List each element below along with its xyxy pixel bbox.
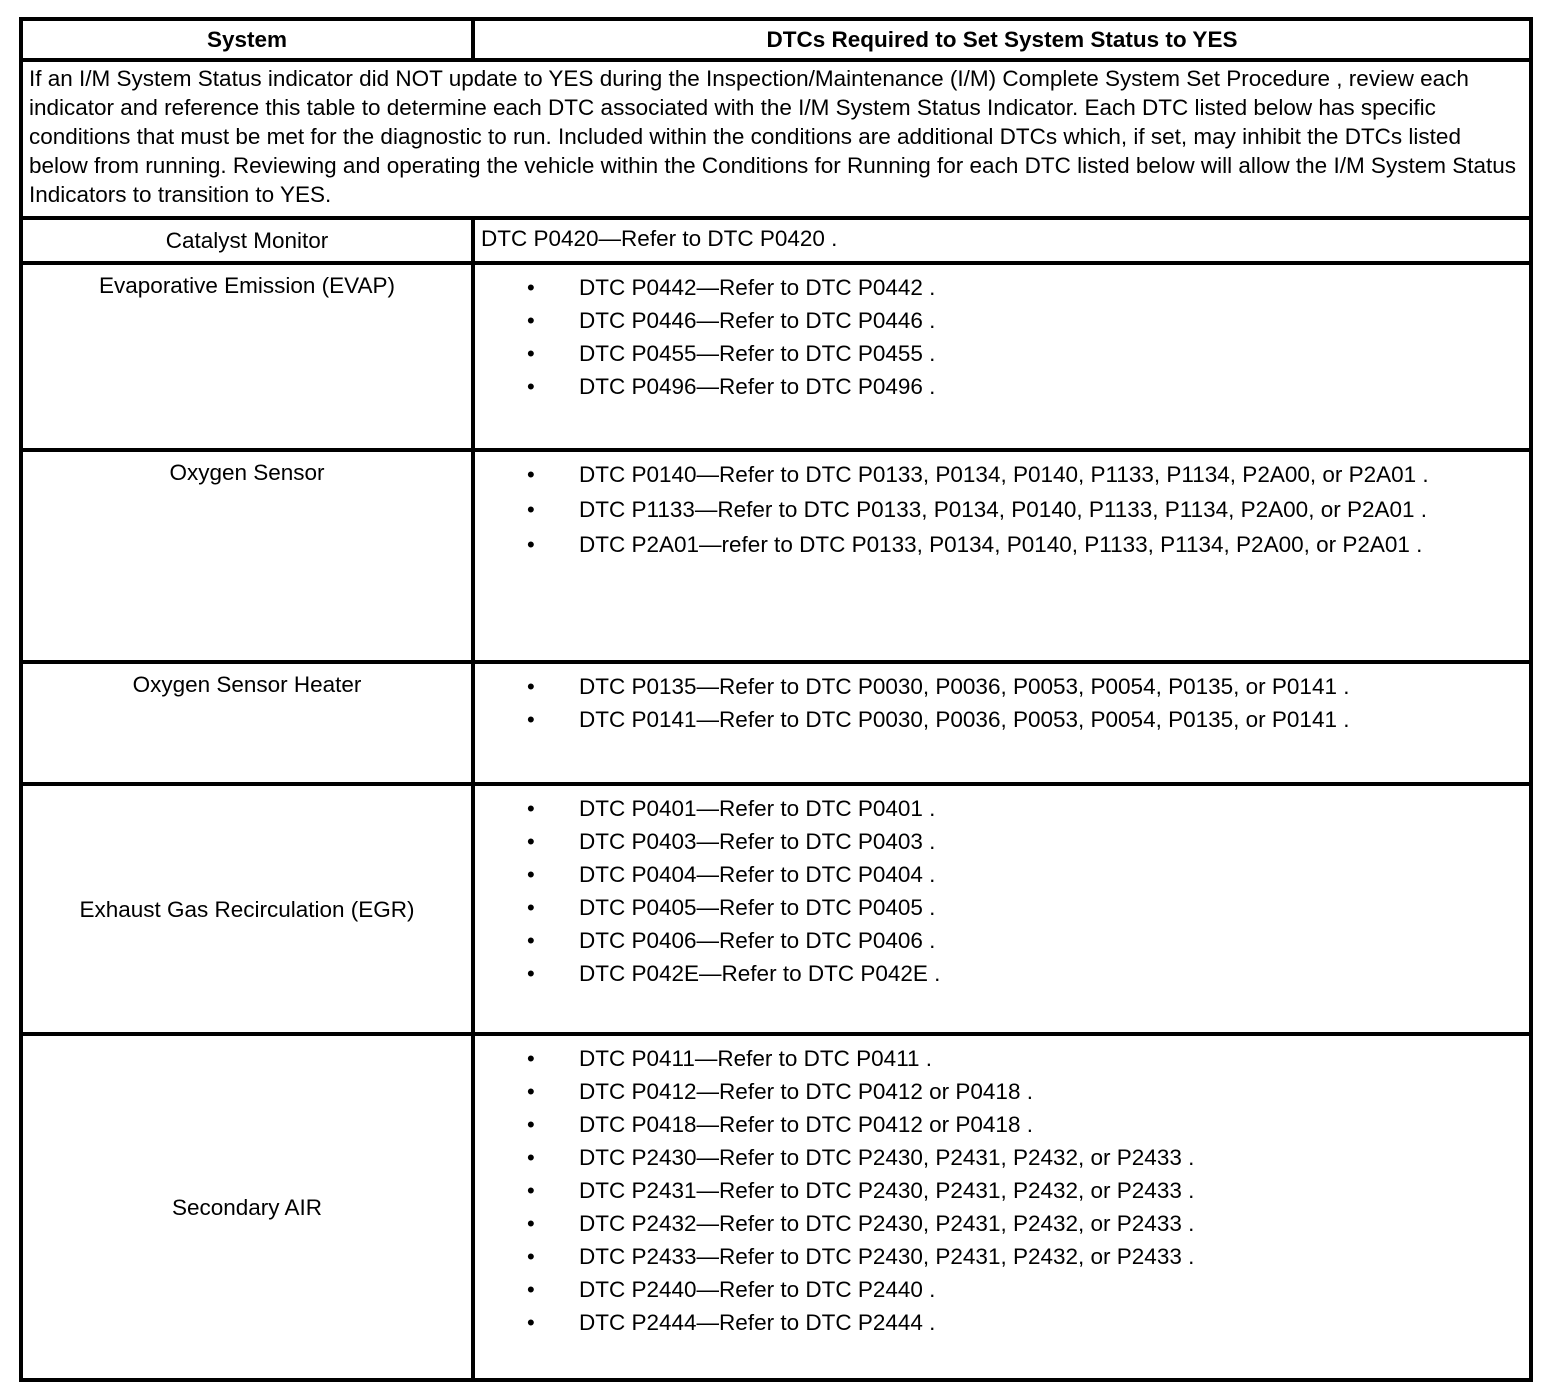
dtc-item-text: DTC P0411—Refer to DTC P0411 . [579, 1046, 933, 1071]
table-row-egr [21, 784, 1531, 1034]
dtc-list-cell [473, 784, 1531, 1034]
dtc-item-text: DTC P0455—Refer to DTC P0455 . [579, 341, 936, 366]
dtc-item [475, 493, 1529, 528]
dtc-item-text: DTC P0406—Refer to DTC P0406 . [579, 928, 936, 953]
dtc-item [475, 1306, 1529, 1339]
dtc-item-text: DTC P0405—Refer to DTC P0405 . [579, 895, 936, 920]
dtc-item: DTC P0420—Refer to DTC P0420 . [473, 218, 1531, 263]
dtc-item [475, 1108, 1529, 1141]
bullet-icon: • [527, 707, 535, 732]
dtc-list-cell [473, 1034, 1531, 1380]
dtc-item [475, 1273, 1529, 1306]
bullet-icon: • [527, 497, 535, 522]
dtc-item [475, 271, 1529, 304]
bullet-icon: • [527, 829, 535, 854]
bullet-icon: • [527, 1145, 535, 1170]
system-name: Oxygen Sensor Heater [21, 662, 473, 784]
dtc-item [475, 304, 1529, 337]
dtc-item [475, 1042, 1529, 1075]
bullet-icon: • [527, 961, 535, 986]
table-header-row [21, 19, 1531, 60]
dtc-list [475, 265, 1529, 403]
table-row-oxygen-sensor-heater [21, 662, 1531, 784]
dtc-item [475, 370, 1529, 403]
dtc-item-text: DTC P2430—Refer to DTC P2430, P2431, P2432, or P2433 . [579, 1145, 1195, 1170]
bullet-icon: • [527, 928, 535, 953]
dtc-system-status-table [19, 17, 1533, 1382]
dtc-item [475, 337, 1529, 370]
bullet-icon: • [527, 532, 535, 557]
dtc-item [475, 528, 1529, 561]
table-row-oxygen-sensor [21, 450, 1531, 662]
dtc-item [475, 670, 1529, 703]
dtc-item-text: DTC P2A01—refer to DTC P0133, P0134, P0140, P1133, P1134, P2A00, or P2A01 . [579, 532, 1423, 557]
dtc-item [475, 825, 1529, 858]
dtc-list [475, 452, 1529, 561]
bullet-icon: • [527, 1244, 535, 1269]
dtc-item-text: DTC P2444—Refer to DTC P2444 . [579, 1310, 936, 1335]
dtc-item-text: DTC P0442—Refer to DTC P0442 . [579, 275, 936, 300]
system-name: Exhaust Gas Recirculation (EGR) [21, 784, 473, 1034]
bullet-icon: • [527, 462, 535, 487]
dtc-list-cell [473, 450, 1531, 662]
dtc-item [475, 924, 1529, 957]
dtc-item [475, 1240, 1529, 1273]
dtc-item-text: DTC P0418—Refer to DTC P0412 or P0418 . [579, 1112, 1033, 1137]
bullet-icon: • [527, 374, 535, 399]
dtc-item-text: DTC P0446—Refer to DTC P0446 . [579, 308, 936, 333]
dtc-list [475, 786, 1529, 990]
dtc-item-text: DTC P0401—Refer to DTC P0401 . [579, 796, 936, 821]
table-row-secondary-air [21, 1034, 1531, 1380]
dtc-item-text: DTC P0135—Refer to DTC P0030, P0036, P0053, P0054, P0135, or P0141 . [579, 674, 1350, 699]
intro-row [21, 60, 1531, 218]
dtc-item-text: DTC P042E—Refer to DTC P042E . [579, 961, 941, 986]
dtc-item-text: DTC P0403—Refer to DTC P0403 . [579, 829, 936, 854]
dtc-item-text: DTC P0496—Refer to DTC P0496 . [579, 374, 936, 399]
dtc-item-text: DTC P1133—Refer to DTC P0133, P0134, P0140, P1133, P1134, P2A00, or P2A01 . [579, 497, 1428, 522]
bullet-icon: • [527, 1079, 535, 1104]
dtc-list [475, 1036, 1529, 1339]
system-column-header: System [21, 19, 473, 60]
dtc-item [475, 1075, 1529, 1108]
bullet-icon: • [527, 1046, 535, 1071]
dtc-item-text: DTC P2440—Refer to DTC P2440 . [579, 1277, 936, 1302]
bullet-icon: • [527, 1211, 535, 1236]
table-row-catalyst-monitor [21, 218, 1531, 263]
bullet-icon: • [527, 275, 535, 300]
system-name: Oxygen Sensor [21, 450, 473, 662]
system-name: Evaporative Emission (EVAP) [21, 263, 473, 450]
dtc-item [475, 1207, 1529, 1240]
bullet-icon: • [527, 1277, 535, 1302]
dtc-item [475, 957, 1529, 990]
table-row-evap [21, 263, 1531, 450]
dtc-item [475, 891, 1529, 924]
dtc-item-text: DTC P2433—Refer to DTC P2430, P2431, P2432, or P2433 . [579, 1244, 1195, 1269]
bullet-icon: • [527, 308, 535, 333]
dtcs-column-header: DTCs Required to Set System Status to YES [473, 19, 1531, 60]
bullet-icon: • [527, 1112, 535, 1137]
dtc-list [475, 664, 1529, 736]
bullet-icon: • [527, 1310, 535, 1335]
dtc-item [475, 792, 1529, 825]
bullet-icon: • [527, 862, 535, 887]
bullet-icon: • [527, 796, 535, 821]
bullet-icon: • [527, 341, 535, 366]
dtc-item-text: DTC P0412—Refer to DTC P0412 or P0418 . [579, 1079, 1033, 1104]
dtc-item [475, 858, 1529, 891]
dtc-item-text: DTC P2431—Refer to DTC P2430, P2431, P2432, or P2433 . [579, 1178, 1195, 1203]
dtc-item-text: DTC P0140—Refer to DTC P0133, P0134, P0140, P1133, P1134, P2A00, or P2A01 . [579, 462, 1429, 487]
dtc-item [475, 1141, 1529, 1174]
intro-text: If an I/M System Status indicator did NOT update to YES during the Inspection/Maintenance (I/M) Complete System Set Procedure , review each indicator and reference this table to determine each DTC associated with the I/M System Status Indicator. Each DTC listed below has specific conditions that must be met for the diagnostic to run. Included within the conditions are additional DTCs which, if set, may inhibit the DTCs listed below from running. Reviewing and operating the vehicle within the Conditions for Running for each DTC listed below will allow the I/M System Status Indicators to transition to YES. [21, 60, 1531, 218]
dtc-item-text: DTC P2432—Refer to DTC P2430, P2431, P2432, or P2433 . [579, 1211, 1195, 1236]
dtc-list-cell [473, 662, 1531, 784]
dtc-list-cell [473, 263, 1531, 450]
dtc-item [475, 1174, 1529, 1207]
dtc-item-text: DTC P0141—Refer to DTC P0030, P0036, P0053, P0054, P0135, or P0141 . [579, 707, 1350, 732]
bullet-icon: • [527, 1178, 535, 1203]
system-name: Secondary AIR [21, 1034, 473, 1380]
system-name: Catalyst Monitor [21, 218, 473, 263]
bullet-icon: • [527, 674, 535, 699]
dtc-item-text: DTC P0404—Refer to DTC P0404 . [579, 862, 936, 887]
dtc-item [475, 458, 1529, 493]
dtc-item [475, 703, 1529, 736]
bullet-icon: • [527, 895, 535, 920]
